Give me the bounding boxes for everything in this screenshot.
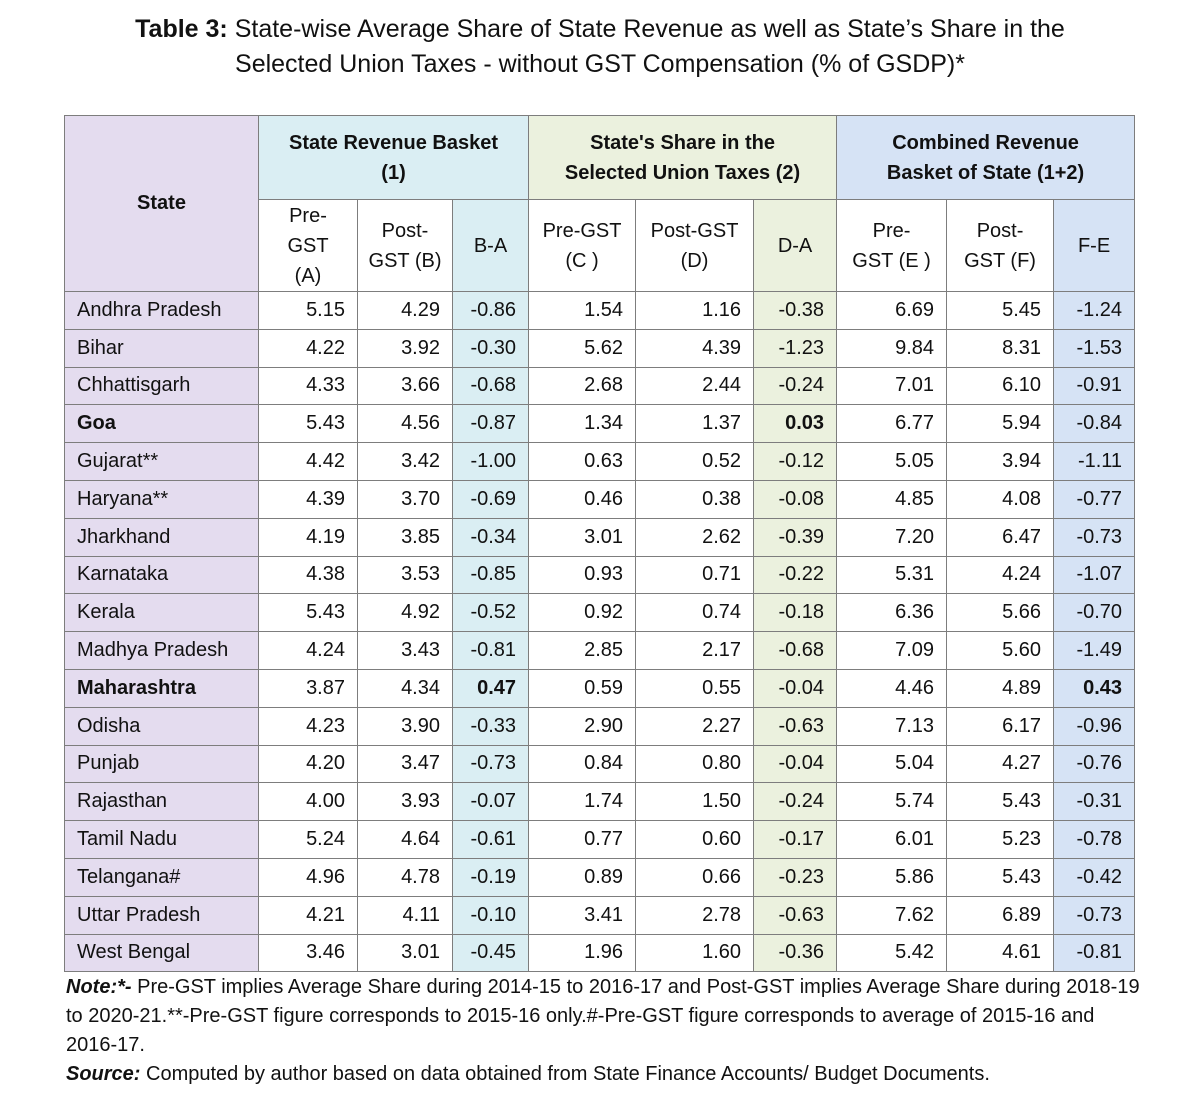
state-name-cell: Chhattisgarh xyxy=(65,367,259,405)
value-cell: 2.85 xyxy=(529,632,636,670)
value-cell: -0.22 xyxy=(754,556,837,594)
sub-header-cell xyxy=(636,200,754,292)
value-cell: 1.34 xyxy=(529,405,636,443)
title-label: Table 3: xyxy=(135,15,228,43)
group-header-union-taxes xyxy=(529,116,837,200)
value-cell: -1.00 xyxy=(453,443,529,481)
state-name-cell: Tamil Nadu xyxy=(65,821,259,859)
value-cell: 3.92 xyxy=(358,329,453,367)
value-cell: 2.44 xyxy=(636,367,754,405)
value-cell: 6.17 xyxy=(947,707,1054,745)
table-row xyxy=(65,821,1135,859)
value-cell: 4.08 xyxy=(947,480,1054,518)
value-cell: 3.66 xyxy=(358,367,453,405)
value-cell: 5.94 xyxy=(947,405,1054,443)
value-cell: 4.89 xyxy=(947,669,1054,707)
value-cell: 2.68 xyxy=(529,367,636,405)
value-cell: 4.38 xyxy=(259,556,358,594)
source-text: Computed by author based on data obtained from State Finance Accounts/ Budget Documents. xyxy=(140,1063,990,1085)
title-line-1 xyxy=(0,12,1200,47)
sub-header-cell xyxy=(529,200,636,292)
value-cell: 6.36 xyxy=(837,594,947,632)
value-cell: -0.86 xyxy=(453,292,529,330)
value-cell: 0.92 xyxy=(529,594,636,632)
sub-header-cell xyxy=(837,200,947,292)
value-cell: -0.24 xyxy=(754,367,837,405)
state-name-cell: Jharkhand xyxy=(65,518,259,556)
value-cell: 3.85 xyxy=(358,518,453,556)
value-cell: -0.61 xyxy=(453,821,529,859)
value-cell: -0.77 xyxy=(1054,480,1135,518)
value-cell: -0.73 xyxy=(1054,518,1135,556)
value-cell: 3.47 xyxy=(358,745,453,783)
value-cell: -0.69 xyxy=(453,480,529,518)
value-cell: -0.18 xyxy=(754,594,837,632)
value-cell: 3.43 xyxy=(358,632,453,670)
value-cell: 5.66 xyxy=(947,594,1054,632)
value-cell: 0.93 xyxy=(529,556,636,594)
value-cell: 4.46 xyxy=(837,669,947,707)
value-cell: 4.21 xyxy=(259,896,358,934)
table-row xyxy=(65,934,1135,972)
value-cell: 1.16 xyxy=(636,292,754,330)
value-cell: 0.03 xyxy=(754,405,837,443)
table-row xyxy=(65,443,1135,481)
value-cell: 7.62 xyxy=(837,896,947,934)
group-header-line: Selected Union Taxes (2) xyxy=(564,161,801,184)
state-name-cell: Karnataka xyxy=(65,556,259,594)
value-cell: 5.45 xyxy=(947,292,1054,330)
state-name-cell: Odisha xyxy=(65,707,259,745)
state-name-cell: West Bengal xyxy=(65,934,259,972)
value-cell: -0.73 xyxy=(453,745,529,783)
value-cell: 0.52 xyxy=(636,443,754,481)
value-cell: -0.87 xyxy=(453,405,529,443)
value-cell: 3.41 xyxy=(529,896,636,934)
value-cell: -0.91 xyxy=(1054,367,1135,405)
state-name-cell: Haryana** xyxy=(65,480,259,518)
value-cell: 4.23 xyxy=(259,707,358,745)
value-cell: 5.24 xyxy=(259,821,358,859)
state-name-cell: Madhya Pradesh xyxy=(65,632,259,670)
sub-header-line: GST xyxy=(287,234,329,257)
value-cell: 3.94 xyxy=(947,443,1054,481)
value-cell: 7.01 xyxy=(837,367,947,405)
table-row xyxy=(65,745,1135,783)
value-cell: 2.90 xyxy=(529,707,636,745)
sub-header-line: Post-GST xyxy=(650,219,739,242)
table-title xyxy=(0,12,1200,82)
value-cell: -0.17 xyxy=(754,821,837,859)
state-name-cell: Rajasthan xyxy=(65,783,259,821)
value-cell: 6.47 xyxy=(947,518,1054,556)
value-cell: 0.74 xyxy=(636,594,754,632)
sub-header-line: Pre-GST xyxy=(542,219,622,242)
value-cell: -0.04 xyxy=(754,669,837,707)
table-row xyxy=(65,329,1135,367)
value-cell: 4.27 xyxy=(947,745,1054,783)
value-cell: -0.76 xyxy=(1054,745,1135,783)
value-cell: -0.30 xyxy=(453,329,529,367)
value-cell: 5.43 xyxy=(947,858,1054,896)
sub-header-line: B-A xyxy=(473,234,508,257)
table-row xyxy=(65,405,1135,443)
sub-header-line: GST (F) xyxy=(964,249,1036,272)
value-cell: 6.69 xyxy=(837,292,947,330)
value-cell: 5.15 xyxy=(259,292,358,330)
sub-header-cell xyxy=(1054,200,1135,292)
state-name-cell: Goa xyxy=(65,405,259,443)
value-cell: 1.74 xyxy=(529,783,636,821)
value-cell: -0.63 xyxy=(754,896,837,934)
table-body xyxy=(65,292,1135,972)
value-cell: 7.13 xyxy=(837,707,947,745)
state-name-cell: Andhra Pradesh xyxy=(65,292,259,330)
value-cell: 3.93 xyxy=(358,783,453,821)
table-row xyxy=(65,556,1135,594)
value-cell: 3.70 xyxy=(358,480,453,518)
source-label: Source: xyxy=(66,1063,141,1085)
table-row xyxy=(65,292,1135,330)
value-cell: 5.43 xyxy=(259,405,358,443)
value-cell: 4.19 xyxy=(259,518,358,556)
value-cell: 4.39 xyxy=(636,329,754,367)
note-label: Note:*- xyxy=(66,976,132,998)
source-paragraph xyxy=(66,1060,1146,1089)
value-cell: 0.84 xyxy=(529,745,636,783)
title-text-1: State-wise Average Share of State Revenue as well as State’s Share in the xyxy=(227,15,1065,43)
value-cell: 5.05 xyxy=(837,443,947,481)
value-cell: 6.89 xyxy=(947,896,1054,934)
value-cell: 4.24 xyxy=(259,632,358,670)
sub-header-cell xyxy=(259,200,358,292)
sub-header-line: (A) xyxy=(294,264,322,287)
value-cell: 4.34 xyxy=(358,669,453,707)
value-cell: 4.11 xyxy=(358,896,453,934)
value-cell: 3.01 xyxy=(529,518,636,556)
value-cell: 5.43 xyxy=(259,594,358,632)
table-row xyxy=(65,669,1135,707)
value-cell: -0.52 xyxy=(453,594,529,632)
group-header-line: State Revenue Basket xyxy=(289,131,498,154)
sub-header-line: Post- xyxy=(381,219,429,242)
value-cell: -0.84 xyxy=(1054,405,1135,443)
sub-header-line: GST (B) xyxy=(368,249,442,272)
value-cell: 5.86 xyxy=(837,858,947,896)
value-cell: -1.53 xyxy=(1054,329,1135,367)
value-cell: 0.71 xyxy=(636,556,754,594)
value-cell: 3.42 xyxy=(358,443,453,481)
value-cell: 0.63 xyxy=(529,443,636,481)
table-row xyxy=(65,707,1135,745)
value-cell: -0.36 xyxy=(754,934,837,972)
value-cell: 5.60 xyxy=(947,632,1054,670)
footnote xyxy=(66,973,1146,1089)
sub-header-line: GST (E ) xyxy=(852,249,931,272)
value-cell: 4.00 xyxy=(259,783,358,821)
value-cell: -0.31 xyxy=(1054,783,1135,821)
value-cell: 0.60 xyxy=(636,821,754,859)
sub-header-line: Post- xyxy=(976,219,1024,242)
value-cell: 4.64 xyxy=(358,821,453,859)
value-cell: 0.43 xyxy=(1054,669,1135,707)
value-cell: -0.78 xyxy=(1054,821,1135,859)
value-cell: -0.10 xyxy=(453,896,529,934)
value-cell: -1.11 xyxy=(1054,443,1135,481)
value-cell: 5.31 xyxy=(837,556,947,594)
value-cell: 0.46 xyxy=(529,480,636,518)
value-cell: -0.23 xyxy=(754,858,837,896)
value-cell: 7.20 xyxy=(837,518,947,556)
value-cell: -0.34 xyxy=(453,518,529,556)
value-cell: -0.73 xyxy=(1054,896,1135,934)
value-cell: 4.29 xyxy=(358,292,453,330)
table-row xyxy=(65,518,1135,556)
table-row xyxy=(65,783,1135,821)
value-cell: 1.37 xyxy=(636,405,754,443)
value-cell: 2.17 xyxy=(636,632,754,670)
value-cell: 0.59 xyxy=(529,669,636,707)
value-cell: -0.33 xyxy=(453,707,529,745)
sub-header-line: Pre- xyxy=(289,204,327,227)
value-cell: 2.27 xyxy=(636,707,754,745)
value-cell: 3.01 xyxy=(358,934,453,972)
value-cell: 5.43 xyxy=(947,783,1054,821)
group-header-combined xyxy=(837,116,1135,200)
state-name-cell: Kerala xyxy=(65,594,259,632)
value-cell: 0.89 xyxy=(529,858,636,896)
group-header-line: (1) xyxy=(381,161,406,184)
table-row xyxy=(65,896,1135,934)
table-row xyxy=(65,367,1135,405)
title-line-2: Selected Union Taxes - without GST Compensation (% of GSDP)* xyxy=(235,50,965,78)
value-cell: 1.96 xyxy=(529,934,636,972)
state-name-cell: Maharashtra xyxy=(65,669,259,707)
state-column-header: State xyxy=(65,116,259,292)
sub-header-cell xyxy=(358,200,453,292)
data-table xyxy=(64,115,1135,972)
value-cell: 2.78 xyxy=(636,896,754,934)
value-cell: 1.50 xyxy=(636,783,754,821)
value-cell: 4.22 xyxy=(259,329,358,367)
value-cell: 4.78 xyxy=(358,858,453,896)
value-cell: 4.56 xyxy=(358,405,453,443)
value-cell: -0.12 xyxy=(754,443,837,481)
table-row xyxy=(65,632,1135,670)
value-cell: 0.66 xyxy=(636,858,754,896)
value-cell: 1.54 xyxy=(529,292,636,330)
sub-header-line: (C ) xyxy=(565,249,599,272)
table-row xyxy=(65,480,1135,518)
value-cell: 4.42 xyxy=(259,443,358,481)
value-cell: -0.38 xyxy=(754,292,837,330)
value-cell: 5.42 xyxy=(837,934,947,972)
table-row xyxy=(65,858,1135,896)
value-cell: 4.92 xyxy=(358,594,453,632)
state-name-cell: Gujarat** xyxy=(65,443,259,481)
group-header-line: Basket of State (1+2) xyxy=(886,161,1085,184)
value-cell: -0.63 xyxy=(754,707,837,745)
value-cell: 6.01 xyxy=(837,821,947,859)
sub-header-line: Pre- xyxy=(872,219,911,242)
value-cell: -0.68 xyxy=(754,632,837,670)
value-cell: 1.60 xyxy=(636,934,754,972)
group-header-state-revenue xyxy=(259,116,529,200)
value-cell: 2.62 xyxy=(636,518,754,556)
value-cell: -0.96 xyxy=(1054,707,1135,745)
note-text: Pre-GST implies Average Share during 2014-15 to 2016-17 and Post-GST implies Average Share during 2018-19 to 2020-21.**-Pre-GST figure corresponds to 2015-16 only.#-Pre-GST figure corresponds to average of 2015-16 and 2016-17. xyxy=(66,976,1140,1056)
sub-header-cell xyxy=(453,200,529,292)
value-cell: -0.81 xyxy=(1054,934,1135,972)
value-cell: -0.19 xyxy=(453,858,529,896)
value-cell: 0.38 xyxy=(636,480,754,518)
note-paragraph xyxy=(66,973,1146,1060)
value-cell: -0.07 xyxy=(453,783,529,821)
value-cell: 4.96 xyxy=(259,858,358,896)
value-cell: 0.80 xyxy=(636,745,754,783)
value-cell: 4.61 xyxy=(947,934,1054,972)
value-cell: 9.84 xyxy=(837,329,947,367)
value-cell: -0.04 xyxy=(754,745,837,783)
value-cell: 4.85 xyxy=(837,480,947,518)
value-cell: -1.23 xyxy=(754,329,837,367)
value-cell: 4.24 xyxy=(947,556,1054,594)
sub-header-line: F-E xyxy=(1077,234,1111,257)
value-cell: 8.31 xyxy=(947,329,1054,367)
value-cell: -0.39 xyxy=(754,518,837,556)
group-header-line: State's Share in the xyxy=(590,131,775,154)
value-cell: 3.90 xyxy=(358,707,453,745)
value-cell: 6.10 xyxy=(947,367,1054,405)
value-cell: -1.24 xyxy=(1054,292,1135,330)
value-cell: -1.07 xyxy=(1054,556,1135,594)
value-cell: -0.42 xyxy=(1054,858,1135,896)
state-name-cell: Bihar xyxy=(65,329,259,367)
table-row xyxy=(65,594,1135,632)
value-cell: 0.77 xyxy=(529,821,636,859)
value-cell: -0.70 xyxy=(1054,594,1135,632)
value-cell: 5.04 xyxy=(837,745,947,783)
value-cell: 0.55 xyxy=(636,669,754,707)
group-header-line: Combined Revenue xyxy=(892,131,1079,154)
sub-header-cell xyxy=(754,200,837,292)
value-cell: -0.08 xyxy=(754,480,837,518)
state-name-cell: Uttar Pradesh xyxy=(65,896,259,934)
value-cell: -0.24 xyxy=(754,783,837,821)
value-cell: -0.85 xyxy=(453,556,529,594)
value-cell: 4.33 xyxy=(259,367,358,405)
sub-header-cell xyxy=(947,200,1054,292)
value-cell: 3.53 xyxy=(358,556,453,594)
value-cell: 6.77 xyxy=(837,405,947,443)
value-cell: 4.39 xyxy=(259,480,358,518)
value-cell: -0.45 xyxy=(453,934,529,972)
state-name-cell: Punjab xyxy=(65,745,259,783)
value-cell: 3.87 xyxy=(259,669,358,707)
sub-header-line: D-A xyxy=(777,234,813,257)
value-cell: 7.09 xyxy=(837,632,947,670)
value-cell: 3.46 xyxy=(259,934,358,972)
sub-header-line: (D) xyxy=(680,249,709,272)
state-name-cell: Telangana# xyxy=(65,858,259,896)
value-cell: 5.23 xyxy=(947,821,1054,859)
value-cell: 5.74 xyxy=(837,783,947,821)
value-cell: 5.62 xyxy=(529,329,636,367)
value-cell: 0.47 xyxy=(453,669,529,707)
value-cell: 4.20 xyxy=(259,745,358,783)
value-cell: -0.68 xyxy=(453,367,529,405)
value-cell: -0.81 xyxy=(453,632,529,670)
value-cell: -1.49 xyxy=(1054,632,1135,670)
